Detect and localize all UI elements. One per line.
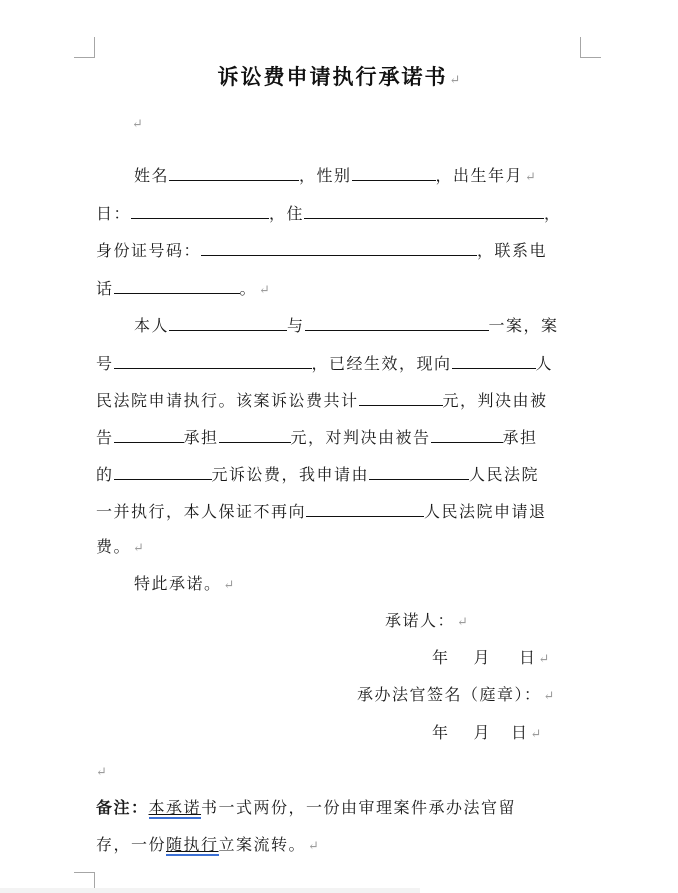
case-line-5	[96, 461, 574, 486]
defendant-2-field[interactable]	[431, 424, 503, 443]
case-line-3	[96, 387, 574, 412]
case-line-6	[96, 498, 574, 523]
bear-label: 承担	[183, 428, 219, 447]
promisor-date	[432, 647, 549, 671]
bear-label-2: 承担	[502, 428, 538, 447]
total-fee-field[interactable]	[359, 387, 443, 406]
document-title	[0, 62, 678, 96]
month-label: 月	[473, 723, 492, 742]
phone-label: ，联系电	[477, 241, 548, 260]
refund-text: 人民法院申请退	[424, 502, 547, 521]
phone-field[interactable]	[114, 275, 240, 294]
note-label: 备注：	[96, 798, 149, 817]
id-number-field[interactable]	[201, 237, 477, 256]
paragraph-mark-icon: ↵	[132, 117, 143, 132]
name-field[interactable]	[169, 162, 299, 181]
court-field[interactable]	[452, 350, 536, 369]
promisor-signature	[385, 610, 468, 634]
closing-text: 特此承诺。	[134, 574, 222, 593]
empty-paragraph	[130, 112, 608, 136]
applicant-field[interactable]	[169, 312, 287, 331]
personal-info-line-4	[96, 275, 574, 302]
judge-date	[432, 722, 541, 746]
case-number-field[interactable]	[114, 350, 312, 369]
court-label: 人	[535, 354, 554, 373]
birthdate-field[interactable]	[131, 200, 269, 219]
executing-court-field[interactable]	[369, 461, 469, 480]
case-line-7	[96, 536, 574, 560]
crop-mark-top-right	[580, 37, 601, 58]
grammar-flagged-text[interactable]: 本承诺	[148, 798, 202, 817]
name-label: 姓名	[134, 166, 170, 185]
paragraph-mark-icon: ↵	[96, 765, 107, 780]
grammar-flagged-text[interactable]: 随执行	[166, 835, 219, 854]
day-label: 日	[511, 723, 529, 742]
title-text: 诉讼费申请执行承诺书	[217, 64, 448, 89]
note-line-2	[96, 834, 574, 858]
crop-mark-bottom-left	[74, 872, 95, 889]
judgment-defendant-text: 元，对判决由被告	[290, 428, 431, 447]
court-label-2: 人民法院	[469, 465, 540, 484]
of-label: 的	[96, 465, 114, 484]
address-field[interactable]	[304, 200, 544, 219]
paragraph-mark-icon: ↵	[457, 615, 468, 630]
case-number-label: 号	[96, 354, 114, 373]
empty-paragraph	[94, 760, 572, 784]
refund-court-field[interactable]	[306, 498, 424, 517]
paragraph-mark-icon: ↵	[530, 727, 542, 742]
punctuation: 。	[239, 279, 258, 298]
fee-end-text: 费。	[96, 537, 132, 556]
paragraph-mark-icon: ↵	[133, 541, 144, 556]
judge-signature-label: 承办法官签名（庭章）：	[357, 685, 542, 704]
crop-mark-top-left	[74, 37, 95, 58]
personal-info-line-2	[96, 200, 574, 225]
self-label: 本人	[134, 316, 170, 335]
paragraph-mark-icon: ↵	[538, 652, 550, 667]
closing-line	[134, 573, 612, 597]
paragraph-mark-icon: ↵	[543, 689, 555, 704]
case-line-2	[96, 350, 574, 375]
gender-label: ，性别	[299, 166, 352, 185]
borne-amount-field[interactable]	[219, 424, 291, 443]
effective-text: ，已经生效，现向	[311, 354, 452, 373]
punctuation: ，	[544, 204, 562, 223]
defendant-field[interactable]	[114, 424, 184, 443]
paragraph-mark-icon: ↵	[449, 73, 461, 88]
birthdate-label: ，出生年月	[435, 166, 524, 185]
guarantee-text: 一并执行，本人保证不再向	[96, 502, 307, 521]
promisor-label: 承诺人：	[385, 611, 456, 630]
judgment-text: 元，判决由被	[442, 391, 548, 410]
personal-info-line-1	[134, 162, 612, 189]
personal-info-line-3	[96, 237, 574, 262]
horizontal-scrollbar-track[interactable]	[0, 888, 420, 893]
paragraph-mark-icon: ↵	[308, 839, 319, 854]
case-line-4	[96, 424, 574, 449]
phone-label-cont: 话	[96, 279, 114, 298]
address-label: ，住	[269, 204, 305, 223]
paragraph-mark-icon: ↵	[259, 283, 270, 298]
day-label: 日	[519, 648, 537, 667]
gender-field[interactable]	[352, 162, 436, 181]
fee-amount-field[interactable]	[114, 461, 212, 480]
defendant-label: 告	[96, 428, 114, 447]
apply-text: 元诉讼费，我申请由	[211, 465, 370, 484]
month-label: 月	[473, 648, 492, 667]
opposing-party-field[interactable]	[305, 312, 489, 331]
year-label: 年	[432, 648, 450, 667]
paragraph-mark-icon: ↵	[525, 170, 536, 185]
note-line-1	[96, 797, 574, 819]
year-label: 年	[432, 723, 450, 742]
note-text: 立案流转。	[218, 835, 307, 854]
paragraph-mark-icon: ↵	[223, 578, 235, 593]
case-line-1	[134, 312, 612, 337]
id-number-label: 身份证号码：	[96, 241, 202, 260]
with-label: 与	[287, 316, 305, 335]
birthdate-label-cont: 日：	[96, 204, 132, 223]
judge-signature	[357, 684, 554, 708]
total-fee-label: 民法院申请执行。该案诉讼费共计	[96, 391, 359, 410]
note-text: 书一式两份，一份由审理案件承办法官留	[201, 798, 517, 817]
note-text: 存，一份	[96, 835, 167, 854]
case-label: 一案，案	[488, 316, 559, 335]
